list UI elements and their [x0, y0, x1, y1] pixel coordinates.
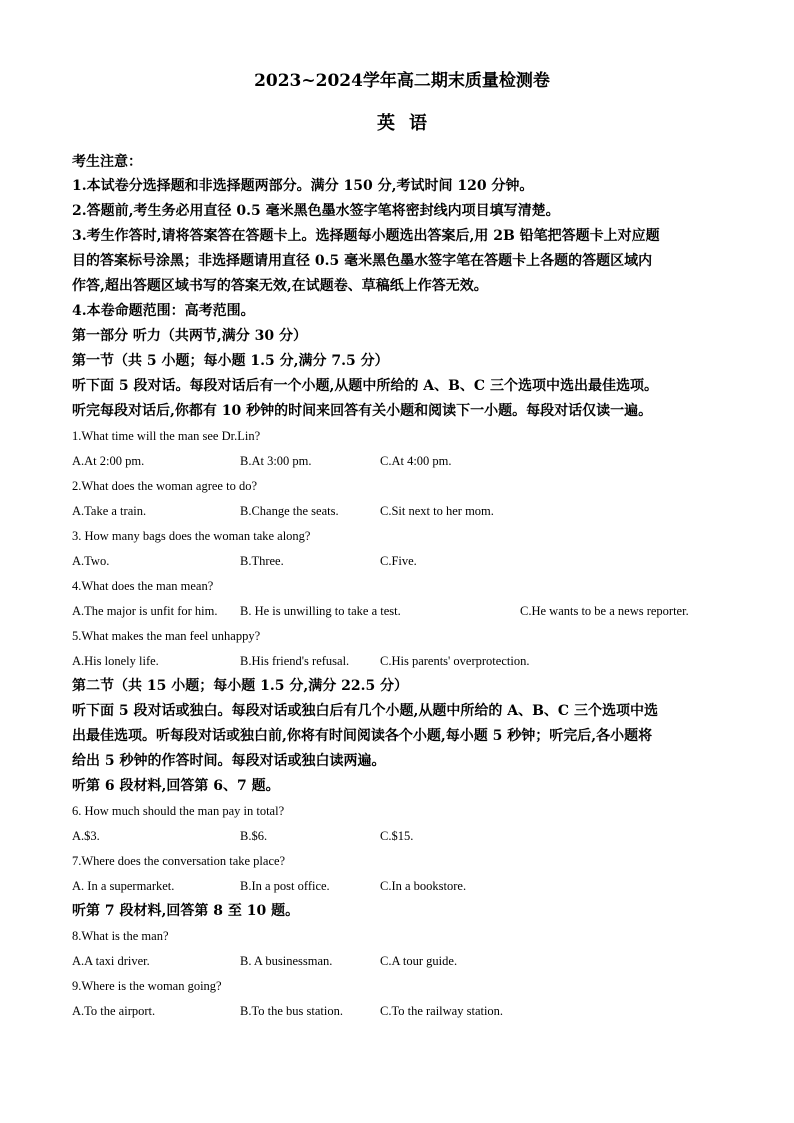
- options-row: [72, 949, 732, 974]
- question-text: 9.Where is the woman going?: [72, 979, 222, 993]
- note-item: 目的答案标号涂黑；非选择题请用直径 0.5 毫米黑色墨水签字笔在答题卡上各题的答题区域内: [72, 253, 653, 269]
- option-c: C.Sit next to her mom.: [380, 504, 494, 518]
- section1-heading: 第一节（共 5 小题；每小题 1.5 分,满分 7.5 分）: [72, 353, 389, 369]
- section2-instruction: 听下面 5 段对话或独白。每段对话或独白后有几个小题,从题中所给的 A、B、C 三个选项中选: [72, 703, 658, 719]
- section2-instruction: 给出 5 秒钟的作答时间。每段对话或独白读两遍。: [72, 753, 386, 769]
- material-heading: 听第 6 段材料,回答第 6、7 题。: [72, 778, 280, 794]
- option-a: A.At 2:00 pm.: [72, 454, 145, 468]
- options-row: [72, 449, 732, 474]
- option-a: A.To the airport.: [72, 1004, 156, 1018]
- option-a: A.Two.: [72, 554, 110, 568]
- question-text: 8.What is the man?: [72, 929, 169, 943]
- note-item: 4.本卷命题范围：高考范围。: [72, 303, 255, 319]
- question-text: 4.What does the man mean?: [72, 579, 214, 593]
- option-b: B.$6.: [240, 829, 268, 843]
- options-row: [72, 649, 732, 674]
- options-row: [72, 999, 732, 1024]
- note-item: 3.考生作答时,请将答案答在答题卡上。选择题每小题选出答案后,用 2B 铅笔把答题卡上对应题: [72, 228, 660, 244]
- section1-instruction: 听下面 5 段对话。每段对话后有一个小题,从题中所给的 A、B、C 三个选项中选出最佳选项。: [72, 378, 658, 394]
- options-row: [72, 599, 732, 624]
- question-text: 5.What makes the man feel unhappy?: [72, 629, 261, 643]
- options-row: [72, 549, 732, 574]
- section2-heading: 第二节（共 15 小题；每小题 1.5 分,满分 22.5 分）: [72, 678, 409, 694]
- part1-heading: 第一部分 听力（共两节,满分 30 分）: [72, 328, 307, 344]
- options-row: [72, 824, 732, 849]
- option-a: A.His lonely life.: [72, 654, 159, 668]
- option-c: C.At 4:00 pm.: [380, 454, 452, 468]
- question-text: 7.Where does the conversation take place?: [72, 854, 286, 868]
- option-a: A.$3.: [72, 829, 100, 843]
- option-c: C.He wants to be a news reporter.: [520, 604, 689, 618]
- option-a: A.Take a train.: [72, 504, 147, 518]
- notes-heading: 考生注意：: [72, 154, 142, 170]
- material-heading: 听第 7 段材料,回答第 8 至 10 题。: [72, 903, 300, 919]
- exam-page: [72, 70, 732, 1024]
- option-c: C.A tour guide.: [380, 954, 458, 968]
- note-item: 2.答题前,考生务必用直径 0.5 毫米黑色墨水签字笔将密封线内项目填写清楚。: [72, 203, 560, 219]
- option-b: B. A businessman.: [240, 954, 333, 968]
- options-row: [72, 874, 732, 899]
- option-c: C.To the railway station.: [380, 1004, 504, 1018]
- exam-title: 2023~2024学年高二期末质量检测卷: [254, 71, 550, 91]
- question-text: 2.What does the woman agree to do?: [72, 479, 258, 493]
- option-a: A.The major is unfit for him.: [72, 604, 218, 618]
- option-b: B.In a post office.: [240, 879, 330, 893]
- option-c: C.His parents' overprotection.: [380, 654, 530, 668]
- question-text: 1.What time will the man see Dr.Lin?: [72, 429, 261, 443]
- note-item: 1.本试卷分选择题和非选择题两部分。满分 150 分,考试时间 120 分钟。: [72, 178, 534, 194]
- option-c: C.In a bookstore.: [380, 879, 467, 893]
- option-b: B.To the bus station.: [240, 1004, 343, 1018]
- option-c: C.Five.: [380, 554, 417, 568]
- option-b: B.Three.: [240, 554, 284, 568]
- subject-title: 英语: [377, 113, 441, 134]
- option-c: C.$15.: [380, 829, 414, 843]
- option-a: A.A taxi driver.: [72, 954, 150, 968]
- option-a: A. In a supermarket.: [72, 879, 175, 893]
- section2-instruction: 出最佳选项。听每段对话或独白前,你将有时间阅读各个小题,每小题 5 秒钟；听完后,各小题将: [72, 728, 653, 744]
- options-row: [72, 499, 732, 524]
- note-item: 作答,超出答题区域书写的答案无效,在试题卷、草稿纸上作答无效。: [72, 278, 488, 294]
- question-text: 3. How many bags does the woman take along?: [72, 529, 311, 543]
- option-b: B. He is unwilling to take a test.: [240, 604, 401, 618]
- option-b: B.Change the seats.: [240, 504, 339, 518]
- section1-instruction: 听完每段对话后,你都有 10 秒钟的时间来回答有关小题和阅读下一小题。每段对话仅读一遍。: [72, 403, 653, 419]
- question-text: 6. How much should the man pay in total?: [72, 804, 285, 818]
- option-b: B.His friend's refusal.: [240, 654, 350, 668]
- option-b: B.At 3:00 pm.: [240, 454, 312, 468]
